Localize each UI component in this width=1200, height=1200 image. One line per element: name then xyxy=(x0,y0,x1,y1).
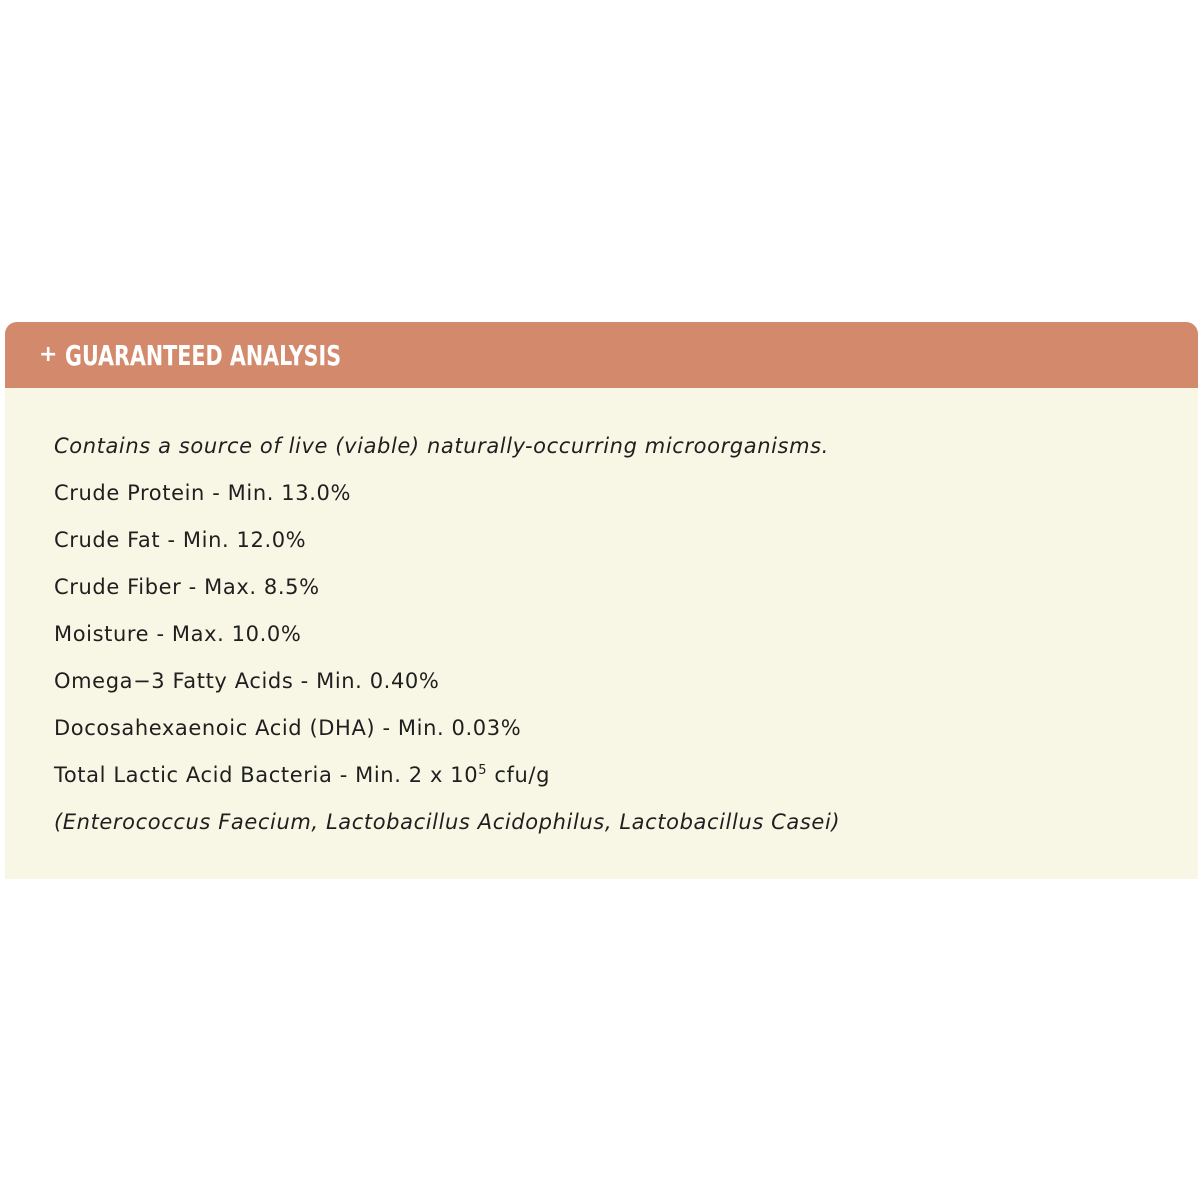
plus-icon: + xyxy=(39,342,58,367)
analysis-item-dha: Docosahexaenoic Acid (DHA) - Min. 0.03% xyxy=(54,716,522,740)
guaranteed-analysis-panel xyxy=(5,322,1198,879)
analysis-item-crude-fiber: Crude Fiber - Max. 8.5% xyxy=(54,575,320,599)
bacteria-prefix: Total Lactic Acid Bacteria - Min. 2 x 10 xyxy=(54,763,479,787)
guaranteed-analysis-toggle[interactable] xyxy=(5,322,1198,388)
analysis-item-omega-3: Omega−3 Fatty Acids - Min. 0.40% xyxy=(54,669,440,693)
bacteria-suffix: cfu/g xyxy=(487,763,551,787)
analysis-item-crude-protein: Crude Protein - Min. 13.0% xyxy=(54,481,351,505)
analysis-item-moisture: Moisture - Max. 10.0% xyxy=(54,622,302,646)
analysis-item-lactic-acid-bacteria xyxy=(54,758,1198,805)
section-title: GUARANTEED ANALYSIS xyxy=(65,338,342,372)
bacteria-exponent: 5 xyxy=(478,763,488,778)
analysis-item-crude-fat: Crude Fat - Min. 12.0% xyxy=(54,528,307,552)
analysis-list xyxy=(5,388,1198,852)
bacteria-species-note: (Enterococcus Faecium, Lactobacillus Acidophilus, Lactobacillus Casei) xyxy=(54,810,841,834)
intro-text: Contains a source of live (viable) naturally-occurring microorganisms. xyxy=(54,434,829,458)
